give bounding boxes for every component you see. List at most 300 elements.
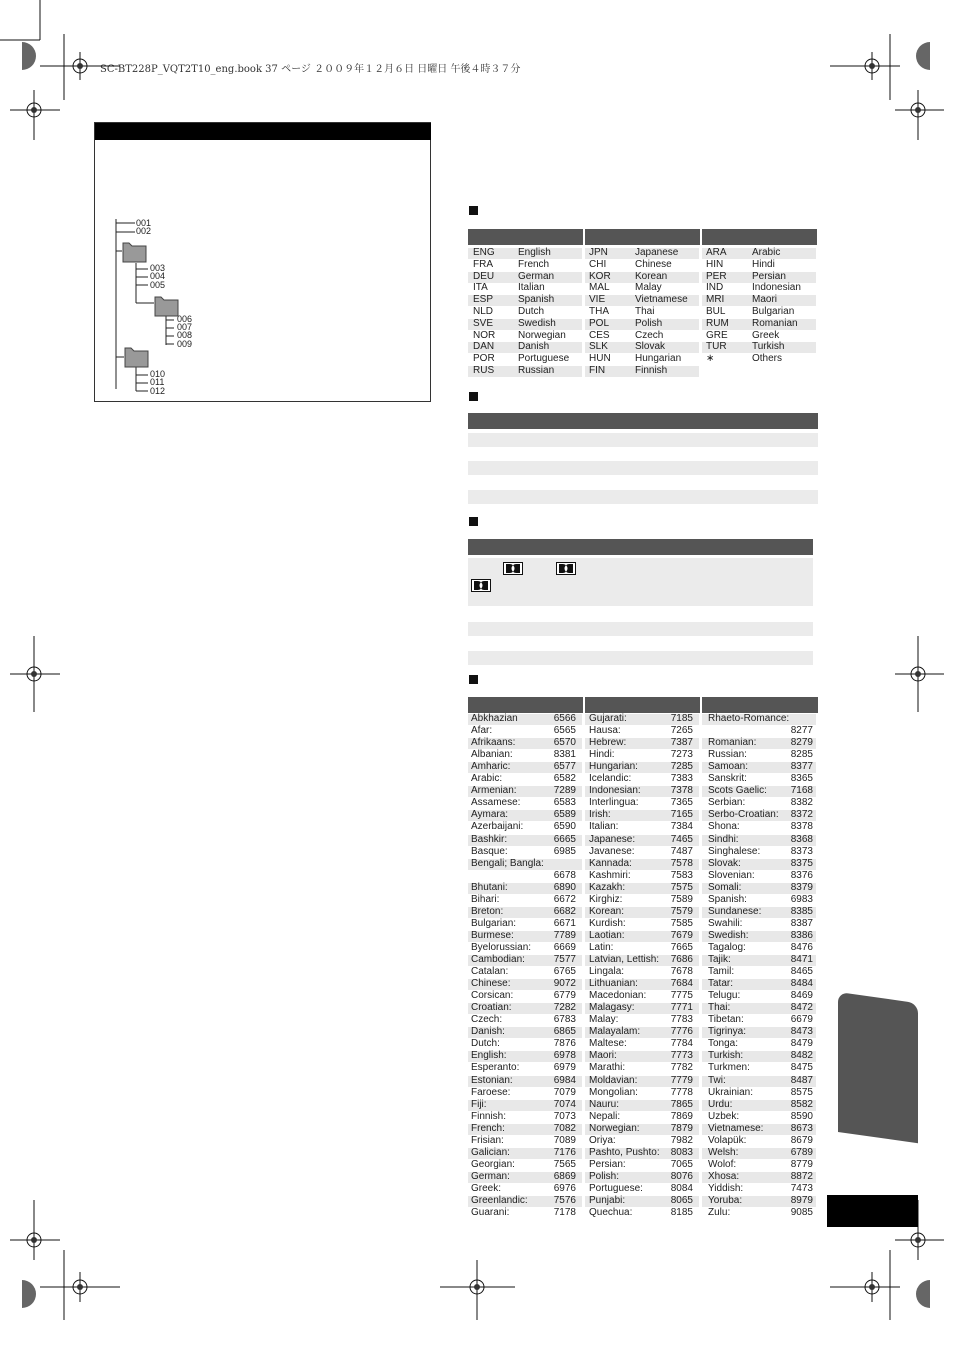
language-code-name: Javanese: <box>589 845 635 857</box>
language-name: Hindi <box>752 258 775 270</box>
language-code-name: Tagalog: <box>708 941 746 953</box>
language-abbreviation: HUN <box>589 353 611 365</box>
section2-table-header <box>468 413 818 429</box>
language-code-value: 6589 <box>553 809 576 821</box>
language-code-value: 6783 <box>553 1014 576 1026</box>
language-code-value: 7782 <box>670 1062 693 1074</box>
language-code-name: Irish: <box>589 809 611 821</box>
language-code-name: Somali: <box>708 881 742 893</box>
language-code-name: Guarani: <box>471 1207 510 1219</box>
language-name: Slovak <box>635 341 666 353</box>
language-code-name: Romanian: <box>708 737 757 749</box>
language-code-value: 7576 <box>553 1195 576 1206</box>
language-code-name: Twi: <box>708 1074 726 1086</box>
language-abbreviation: FRA <box>473 258 493 270</box>
language-code-name: Punjabi: <box>589 1195 626 1206</box>
language-abbreviation: CES <box>589 329 610 341</box>
language-code-name: Serbian: <box>708 797 746 809</box>
language-name: German <box>518 270 555 282</box>
language-code-name: Armenian: <box>471 785 517 797</box>
language-code-value: 7289 <box>553 785 576 797</box>
language-code-value: 8376 <box>790 869 813 881</box>
language-code-value: 8368 <box>790 833 813 845</box>
language-code-name: Bashkir: <box>471 833 508 845</box>
language-name: English <box>518 247 551 258</box>
language-code-name: Welsh: <box>708 1146 739 1158</box>
language-code-value: 8484 <box>790 978 813 990</box>
language-code-value: 6672 <box>553 893 576 905</box>
language-code-name: Corsican: <box>471 990 514 1002</box>
language-code-value: 7678 <box>670 966 693 978</box>
language-code-name: Estonian: <box>471 1074 513 1086</box>
language-code-value: 6779 <box>553 990 576 1002</box>
language-name: Thai <box>635 306 655 317</box>
language-code-value: 8379 <box>790 881 813 893</box>
language-list-header <box>585 229 700 245</box>
language-code-value: 9085 <box>790 1207 813 1219</box>
language-code-name: Samoan: <box>708 761 749 773</box>
language-code-name: Kazakh: <box>589 881 626 893</box>
language-code-value: 8386 <box>790 929 813 941</box>
language-code-name: Slovenian: <box>708 869 755 881</box>
language-code-value: 7778 <box>670 1086 693 1098</box>
language-abbreviation: ARA <box>706 247 727 258</box>
language-code-name: Maltese: <box>589 1038 627 1050</box>
tree-file-label: 012 <box>150 386 166 396</box>
language-code-name: Kurdish: <box>589 917 626 929</box>
tree-file-label: 001 <box>136 218 152 228</box>
language-code-name: Swahili: <box>708 917 743 929</box>
language-code-name: Assamese: <box>471 797 521 809</box>
language-code-name: Gujarati: <box>589 713 627 724</box>
table-row <box>468 622 813 636</box>
language-code-value: 7168 <box>790 785 813 797</box>
language-code-value: 8377 <box>790 761 813 773</box>
language-code-name: Zulu: <box>708 1207 731 1219</box>
language-code-name: Azerbaijani: <box>471 821 524 833</box>
language-code-value: 7575 <box>670 881 693 893</box>
language-name: Hungarian <box>635 353 682 365</box>
language-code-name: Hausa: <box>589 725 621 737</box>
language-code-value: 7273 <box>670 749 693 761</box>
language-code-value: 8473 <box>790 1026 813 1038</box>
language-code-name: Frisian: <box>471 1134 504 1146</box>
language-code-name: Sindhi: <box>708 833 739 845</box>
language-code-name: Vietnamese: <box>708 1122 764 1134</box>
language-code-value: 7876 <box>553 1038 576 1050</box>
language-code-value: 7185 <box>670 713 693 724</box>
language-code-value: 7178 <box>553 1207 576 1219</box>
tree-file-label: 005 <box>150 280 166 290</box>
language-code-value: 8185 <box>670 1207 693 1219</box>
language-code-name: Tigrinya: <box>708 1026 746 1038</box>
language-abbreviation: DEU <box>473 270 495 282</box>
language-code-value: 6577 <box>553 761 576 773</box>
language-code-value: 8471 <box>790 954 813 965</box>
language-code-name: Serbo-Croatian: <box>708 809 779 821</box>
language-code-name: Hebrew: <box>589 737 627 749</box>
language-code-value: 7073 <box>553 1110 576 1122</box>
language-abbreviation: MRI <box>706 294 725 306</box>
language-code-name: Georgian: <box>471 1158 515 1170</box>
language-code-header <box>585 697 700 713</box>
print-header-line: SC-BT228P_VQT2T10_eng.book 37 ページ ２００９年１２月６日 日曜日 午後４時３７分 <box>100 64 521 75</box>
language-code-name: Nauru: <box>589 1098 620 1110</box>
language-code-value: 7265 <box>670 725 693 737</box>
language-abbreviation: NOR <box>473 329 496 341</box>
language-code-name: Malay: <box>589 1014 619 1026</box>
language-code-value: 6565 <box>553 725 576 737</box>
language-code-value: 8472 <box>790 1002 813 1014</box>
language-code-value: 8779 <box>790 1158 813 1170</box>
language-code-name: Aymara: <box>471 809 509 821</box>
language-code-name: Fiji: <box>471 1098 487 1110</box>
language-code-value: 6570 <box>553 737 576 749</box>
section3-table-header <box>468 539 813 555</box>
language-code-value: 8277 <box>790 725 813 737</box>
dolby-icon <box>556 562 576 575</box>
language-code-value: 7365 <box>670 797 693 809</box>
language-code-name: Amharic: <box>471 761 511 773</box>
language-code-value: 8385 <box>790 905 813 917</box>
language-code-name: Sundanese: <box>708 905 762 917</box>
language-name: Norwegian <box>518 329 566 341</box>
language-abbreviation: GRE <box>706 329 728 341</box>
language-code-value: 6765 <box>553 966 576 978</box>
language-abbreviation: ENG <box>473 247 495 258</box>
language-code-value: 7583 <box>670 869 693 881</box>
language-code-value: 8084 <box>670 1182 693 1194</box>
language-code-name: Sanskrit: <box>708 773 747 785</box>
language-name: Japanese <box>635 247 679 258</box>
language-code-value: 8083 <box>670 1146 693 1158</box>
table-row <box>468 461 818 475</box>
language-abbreviation: ∗ <box>706 353 715 365</box>
language-code-name: Slovak: <box>708 857 741 869</box>
language-code-value: 6566 <box>553 713 576 724</box>
tree-file-label: 007 <box>177 322 193 332</box>
language-name: French <box>518 258 550 270</box>
language-code-value: 8279 <box>790 737 813 749</box>
language-code-value: 7686 <box>670 954 693 965</box>
language-code-name: Hindi: <box>589 749 615 761</box>
language-abbreviation: CHI <box>589 258 607 270</box>
language-code-name: Thai: <box>708 1002 731 1014</box>
language-code-value: 7665 <box>670 941 693 953</box>
language-code-value: 6976 <box>553 1182 576 1194</box>
language-code-name: Dutch: <box>471 1038 500 1050</box>
language-code-value: 8387 <box>790 917 813 929</box>
language-code-name: Uzbek: <box>708 1110 740 1122</box>
language-code-name: Yoruba: <box>708 1195 743 1206</box>
language-code-value: 8373 <box>790 845 813 857</box>
language-code-value: 6678 <box>553 869 576 881</box>
language-code-name: Telugu: <box>708 990 741 1002</box>
section-bullet <box>469 675 478 684</box>
language-code-name: Interlingua: <box>589 797 639 809</box>
language-code-name: Kannada: <box>589 857 632 869</box>
language-abbreviation: TUR <box>706 341 727 353</box>
language-code-name: Croatian: <box>471 1002 512 1014</box>
language-code-value: 8465 <box>790 966 813 978</box>
tree-file-label: 008 <box>177 330 193 340</box>
tree-file-label: 009 <box>177 339 193 349</box>
language-code-name: Bihari: <box>471 893 500 905</box>
language-code-value: 8285 <box>790 749 813 761</box>
language-code-value: 6590 <box>553 821 576 833</box>
language-name: Italian <box>518 282 545 294</box>
language-code-name: Greek: <box>471 1182 502 1194</box>
language-code-name: Kirghiz: <box>589 893 623 905</box>
language-code-value: 8076 <box>670 1170 693 1182</box>
language-code-name: Nepali: <box>589 1110 621 1122</box>
language-code-name: Ukrainian: <box>708 1086 754 1098</box>
language-code-value: 6979 <box>553 1062 576 1074</box>
language-code-name: Urdu: <box>708 1098 733 1110</box>
table-row <box>468 651 813 665</box>
folder-structure-box-header <box>95 123 431 140</box>
language-code-name: Tatar: <box>708 978 734 990</box>
language-code-value: 7982 <box>670 1134 693 1146</box>
language-code-value: 6671 <box>553 917 576 929</box>
language-code-value: 8582 <box>790 1098 813 1110</box>
language-abbreviation: MAL <box>589 282 610 294</box>
language-code-name: Moldavian: <box>589 1074 638 1086</box>
language-code-name: Czech: <box>471 1014 503 1026</box>
language-code-value: 6669 <box>553 941 576 953</box>
language-code-name: Polish: <box>589 1170 620 1182</box>
language-code-name: Basque: <box>471 845 508 857</box>
language-name: Spanish <box>518 294 555 306</box>
language-code-name: German: <box>471 1170 510 1182</box>
language-code-value: 7577 <box>553 954 576 965</box>
language-code-name: Norwegian: <box>589 1122 640 1134</box>
language-code-value: 8476 <box>790 941 813 953</box>
language-code-name: Maori: <box>589 1050 617 1062</box>
language-code-name: Italian: <box>589 821 619 833</box>
language-code-value: 7487 <box>670 845 693 857</box>
language-name: Finnish <box>635 365 668 376</box>
language-name: Romanian <box>752 317 798 329</box>
language-code-name: Galician: <box>471 1146 510 1158</box>
language-code-name: Tonga: <box>708 1038 739 1050</box>
language-abbreviation: ESP <box>473 294 494 306</box>
language-code-value: 7779 <box>670 1074 693 1086</box>
language-code-value: 7176 <box>553 1146 576 1158</box>
language-code-value: 8065 <box>670 1195 693 1206</box>
language-code-value: 8365 <box>790 773 813 785</box>
language-code-value: 8475 <box>790 1062 813 1074</box>
language-code-value: 7684 <box>670 978 693 990</box>
language-code-name: Malagasy: <box>589 1002 635 1014</box>
language-code-value: 7473 <box>790 1182 813 1194</box>
language-code-name: Afar: <box>471 725 493 737</box>
language-abbreviation: NLD <box>473 306 494 317</box>
language-code-header <box>702 697 818 713</box>
side-section-tab <box>838 992 918 1143</box>
language-abbreviation: POR <box>473 353 495 365</box>
language-code-name: Pashto, Pushto: <box>589 1146 660 1158</box>
language-code-name: Xhosa: <box>708 1170 740 1182</box>
table-row <box>468 433 818 447</box>
language-code-value: 8482 <box>790 1050 813 1062</box>
language-code-value: 6665 <box>553 833 576 845</box>
language-code-value: 7565 <box>553 1158 576 1170</box>
language-abbreviation: PER <box>706 270 727 282</box>
tree-file-label: 002 <box>136 226 152 236</box>
language-abbreviation: KOR <box>589 270 611 282</box>
language-name: Bulgarian <box>752 306 795 317</box>
language-code-value: 8979 <box>790 1195 813 1206</box>
language-code-value: 8479 <box>790 1038 813 1050</box>
language-code-value: 7384 <box>670 821 693 833</box>
language-code-value: 6983 <box>790 893 813 905</box>
language-code-value: 7789 <box>553 929 576 941</box>
language-code-value: 8372 <box>790 809 813 821</box>
language-code-value: 7065 <box>670 1158 693 1170</box>
language-name: Indonesian <box>752 282 801 294</box>
language-code-name: Turkmen: <box>708 1062 750 1074</box>
language-abbreviation: DAN <box>473 341 495 353</box>
language-name: Turkish <box>752 341 785 353</box>
language-code-name: Breton: <box>471 905 504 917</box>
language-code-value: 8378 <box>790 821 813 833</box>
language-code-name: Icelandic: <box>589 773 632 785</box>
language-code-value: 7585 <box>670 917 693 929</box>
dolby-icon <box>471 579 491 592</box>
language-code-name: Arabic: <box>471 773 503 785</box>
language-name: Maori <box>752 294 778 306</box>
language-code-value: 6679 <box>790 1014 813 1026</box>
language-code-value: 6583 <box>553 797 576 809</box>
language-code-value: 6984 <box>553 1074 576 1086</box>
language-abbreviation: THA <box>589 306 609 317</box>
section-bullet <box>469 392 478 401</box>
section-bullet <box>469 206 478 215</box>
language-abbreviation: BUL <box>706 306 726 317</box>
language-code-value: 8487 <box>790 1074 813 1086</box>
language-code-value: 8469 <box>790 990 813 1002</box>
language-code-value: 7865 <box>670 1098 693 1110</box>
language-code-value: 7679 <box>670 929 693 941</box>
language-code-value: 9072 <box>553 978 576 990</box>
language-list-header <box>702 229 817 245</box>
language-code-value: 8382 <box>790 797 813 809</box>
language-name: Others <box>752 353 783 365</box>
language-code-value: 7869 <box>670 1110 693 1122</box>
language-code-value: 6865 <box>553 1026 576 1038</box>
language-code-value: 6890 <box>553 881 576 893</box>
language-code-name: Danish: <box>471 1026 505 1038</box>
page-number-box <box>827 1195 918 1227</box>
language-abbreviation: ITA <box>473 282 488 294</box>
language-abbreviation: HIN <box>706 258 724 270</box>
language-abbreviation: IND <box>706 282 724 294</box>
language-code-name: Scots Gaelic: <box>708 785 767 797</box>
language-code-name: Macedonian: <box>589 990 647 1002</box>
language-name: Dutch <box>518 306 545 317</box>
language-code-value: 7383 <box>670 773 693 785</box>
language-code-value: 7775 <box>670 990 693 1002</box>
language-code-value: 6582 <box>553 773 576 785</box>
language-code-value: 7079 <box>553 1086 576 1098</box>
language-name: Danish <box>518 341 550 353</box>
language-code-value: 7773 <box>670 1050 693 1062</box>
language-code-name: Chinese: <box>471 978 511 990</box>
language-code-name: Quechua: <box>589 1207 633 1219</box>
language-name: Portuguese <box>518 353 570 365</box>
language-code-value: 7879 <box>670 1122 693 1134</box>
language-code-value: 6869 <box>553 1170 576 1182</box>
language-code-value: 7579 <box>670 905 693 917</box>
language-code-name: Esperanto: <box>471 1062 520 1074</box>
language-abbreviation: VIE <box>589 294 606 306</box>
language-code-name: Cambodian: <box>471 954 525 965</box>
language-code-name: Spanish: <box>708 893 747 905</box>
language-code-name: Persian: <box>589 1158 626 1170</box>
language-code-name: Laotian: <box>589 929 625 941</box>
language-abbreviation: SVE <box>473 317 494 329</box>
language-code-name: Russian: <box>708 749 747 761</box>
dolby-icon <box>503 562 523 575</box>
language-code-name: Tibetan: <box>708 1014 744 1026</box>
language-code-name: Volapük: <box>708 1134 747 1146</box>
language-code-name: Bhutani: <box>471 881 508 893</box>
language-code-name: Catalan: <box>471 966 509 978</box>
language-code-name: Rhaeto-Romance: <box>708 713 790 724</box>
tree-file-label: 004 <box>150 271 166 281</box>
language-code-name: Turkish: <box>708 1050 744 1062</box>
language-code-name: Swedish: <box>708 929 749 941</box>
language-code-value: 8673 <box>790 1122 813 1134</box>
language-code-name: Oriya: <box>589 1134 616 1146</box>
language-code-value: 7589 <box>670 893 693 905</box>
language-code-name: Bengali; Bangla: <box>471 857 544 869</box>
language-code-value: 8872 <box>790 1170 813 1182</box>
language-abbreviation: RUM <box>706 317 729 329</box>
language-code-name: English: <box>471 1050 507 1062</box>
language-code-value: 8375 <box>790 857 813 869</box>
language-code-name: Kashmiri: <box>589 869 631 881</box>
language-code-value: 8381 <box>553 749 576 761</box>
language-name: Swedish <box>518 317 556 329</box>
language-code-name: Hungarian: <box>589 761 638 773</box>
language-code-name: Japanese: <box>589 833 636 845</box>
language-code-value: 8590 <box>790 1110 813 1122</box>
language-name: Arabic <box>752 247 781 258</box>
language-code-name: Marathi: <box>589 1062 626 1074</box>
tree-file-label: 010 <box>150 369 166 379</box>
language-code-value: 7074 <box>553 1098 576 1110</box>
language-code-value: 6789 <box>790 1146 813 1158</box>
language-code-name: French: <box>471 1122 505 1134</box>
language-abbreviation: RUS <box>473 365 495 376</box>
language-name: Russian <box>518 365 555 376</box>
language-name: Vietnamese <box>635 294 688 306</box>
table-row <box>468 490 818 504</box>
language-abbreviation: JPN <box>589 247 608 258</box>
language-code-name: Portuguese: <box>589 1182 643 1194</box>
language-code-value: 7387 <box>670 737 693 749</box>
language-name: Greek <box>752 329 780 341</box>
language-code-value: 7165 <box>670 809 693 821</box>
language-code-value: 7776 <box>670 1026 693 1038</box>
language-name: Czech <box>635 329 664 341</box>
language-code-name: Latin: <box>589 941 614 953</box>
language-code-value: 7783 <box>670 1014 693 1026</box>
language-code-name: Afrikaans: <box>471 737 516 749</box>
language-code-value: 7089 <box>553 1134 576 1146</box>
